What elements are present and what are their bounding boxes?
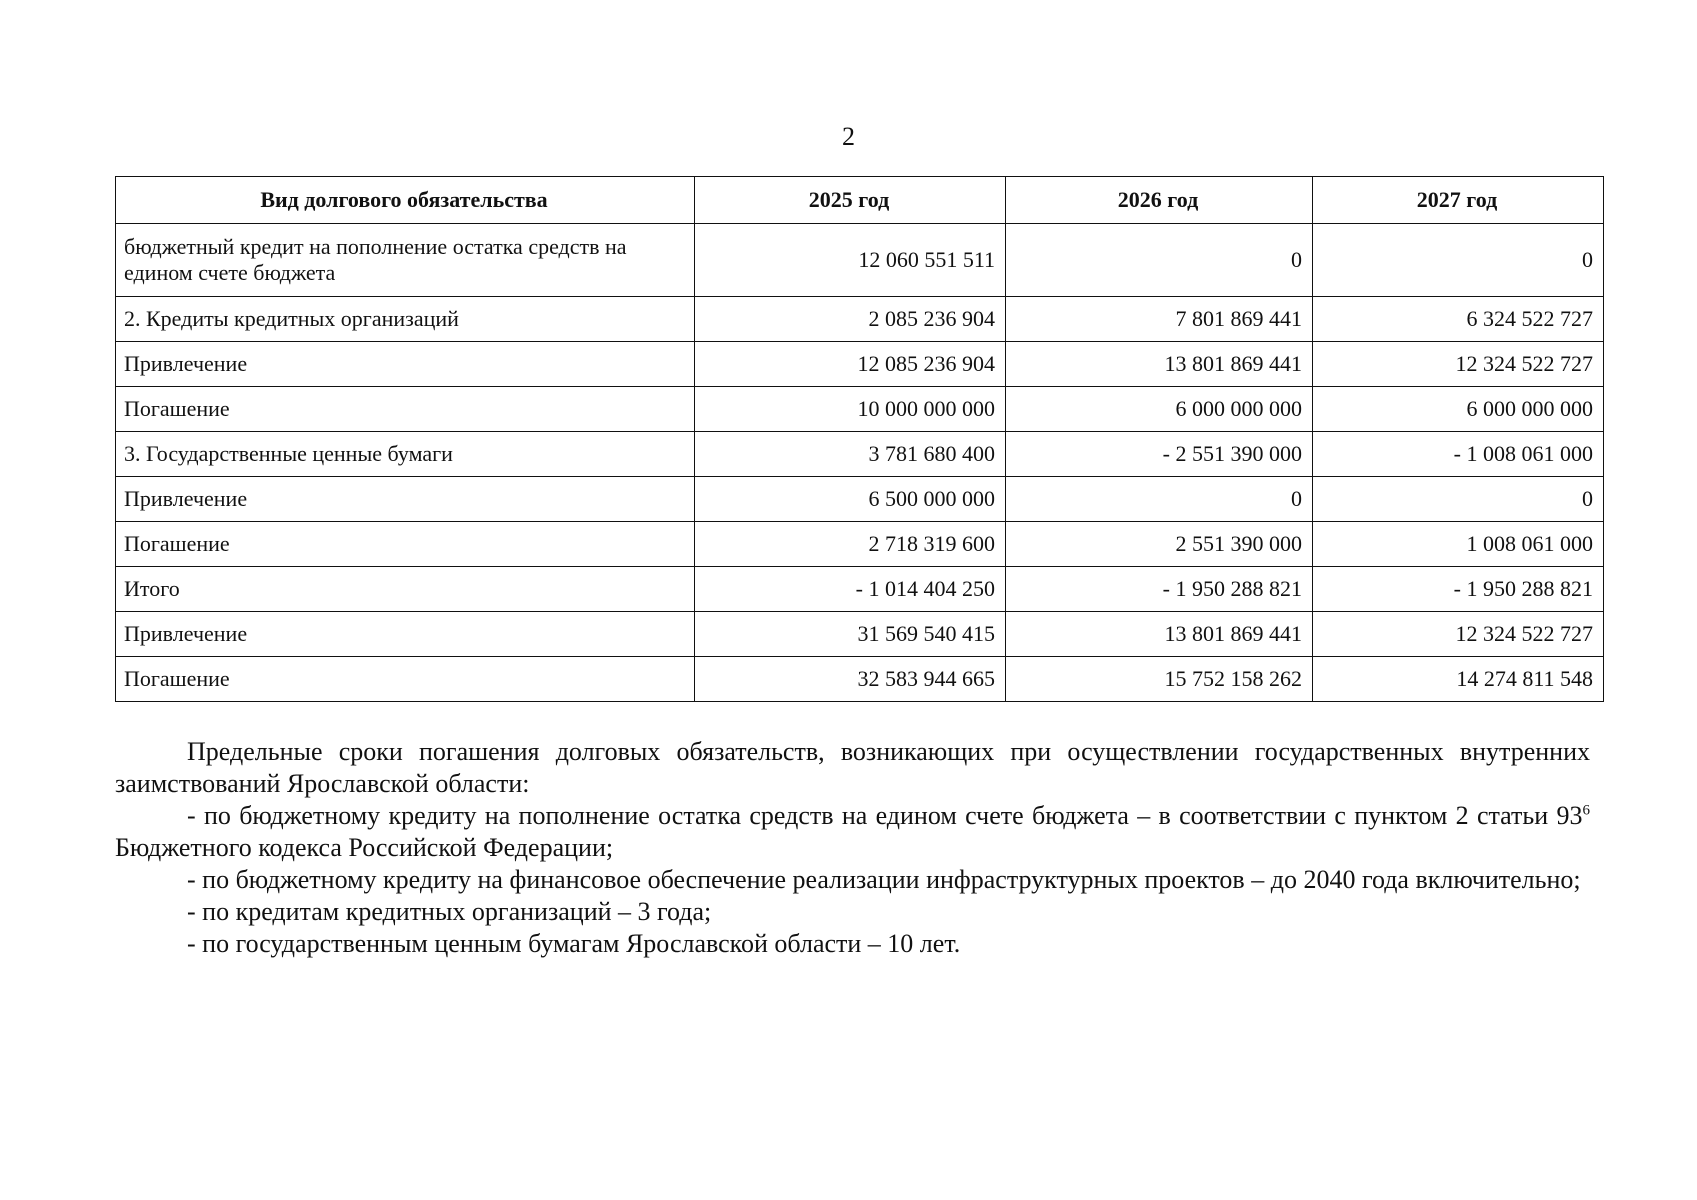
term-item-infrastructure-credit: - по бюджетному кредиту на финансовое обеспечение реализации инфраструктурных проектов – до 2040 года включительно; <box>187 865 1581 894</box>
cell-2025: 31 569 540 415 <box>695 612 1006 657</box>
row-label: 2. Кредиты кредитных организаций <box>116 297 695 342</box>
header-2027: 2027 год <box>1313 177 1604 224</box>
cell-2026: 0 <box>1006 224 1313 297</box>
cell-2027: - 1 950 288 821 <box>1313 567 1604 612</box>
row-label: бюджетный кредит на пополнение остатка средств на едином счете бюджета <box>116 224 695 297</box>
cell-2026: 2 551 390 000 <box>1006 522 1313 567</box>
row-label: Привлечение <box>116 612 695 657</box>
cell-2025: 2 718 319 600 <box>695 522 1006 567</box>
row-label: Привлечение <box>116 342 695 387</box>
debt-table <box>115 176 1604 702</box>
term-item-bank-credits: - по кредитам кредитных организаций – 3 года; <box>187 897 712 926</box>
cell-2026: - 2 551 390 000 <box>1006 432 1313 477</box>
cell-2026: - 1 950 288 821 <box>1006 567 1313 612</box>
table-row <box>116 522 1604 567</box>
table-row <box>116 342 1604 387</box>
cell-2025: - 1 014 404 250 <box>695 567 1006 612</box>
table-header-row <box>116 177 1604 224</box>
term-item-budget-credit-balance <box>115 800 1590 864</box>
table-row <box>116 657 1604 702</box>
cell-2025: 3 781 680 400 <box>695 432 1006 477</box>
cell-2027: 12 324 522 727 <box>1313 612 1604 657</box>
cell-2027: - 1 008 061 000 <box>1313 432 1604 477</box>
row-label: Погашение <box>116 522 695 567</box>
cell-2027: 6 324 522 727 <box>1313 297 1604 342</box>
cell-2025: 2 085 236 904 <box>695 297 1006 342</box>
cell-2027: 12 324 522 727 <box>1313 342 1604 387</box>
cell-2026: 13 801 869 441 <box>1006 342 1313 387</box>
cell-2025: 6 500 000 000 <box>695 477 1006 522</box>
cell-2026: 6 000 000 000 <box>1006 387 1313 432</box>
cell-2027: 0 <box>1313 224 1604 297</box>
header-2025: 2025 год <box>695 177 1006 224</box>
cell-2027: 14 274 811 548 <box>1313 657 1604 702</box>
cell-2026: 13 801 869 441 <box>1006 612 1313 657</box>
row-label: Итого <box>116 567 695 612</box>
intro-paragraph: Предельные сроки погашения долговых обязательств, возникающих при осуществлении государственных внутренних заимствований Ярославской области: <box>115 737 1590 798</box>
cell-2027: 1 008 061 000 <box>1313 522 1604 567</box>
term-item-1-text: - по бюджетному кредиту на пополнение остатка средств на едином счете бюджета – в соответствии с пунктом 2 статьи 93 <box>187 801 1583 830</box>
row-label: 3. Государственные ценные бумаги <box>116 432 695 477</box>
repayment-terms-text <box>115 736 1590 960</box>
header-2026: 2026 год <box>1006 177 1313 224</box>
cell-2025: 12 060 551 511 <box>695 224 1006 297</box>
table-row <box>116 224 1604 297</box>
table-row <box>116 432 1604 477</box>
table-row <box>116 297 1604 342</box>
header-debt-type: Вид долгового обязательства <box>116 177 695 224</box>
cell-2025: 12 085 236 904 <box>695 342 1006 387</box>
cell-2027: 6 000 000 000 <box>1313 387 1604 432</box>
row-label: Погашение <box>116 387 695 432</box>
cell-2026: 15 752 158 262 <box>1006 657 1313 702</box>
cell-2027: 0 <box>1313 477 1604 522</box>
page-number: 2 <box>842 122 855 151</box>
table-row <box>116 612 1604 657</box>
row-label: Погашение <box>116 657 695 702</box>
term-item-1-tail: Бюджетного кодекса Российской Федерации; <box>115 833 614 862</box>
table-row <box>116 477 1604 522</box>
cell-2025: 10 000 000 000 <box>695 387 1006 432</box>
row-label: Привлечение <box>116 477 695 522</box>
table-row <box>116 387 1604 432</box>
term-item-securities: - по государственным ценным бумагам Ярославской области – 10 лет. <box>187 929 961 958</box>
superscript: 6 <box>1582 802 1590 819</box>
cell-2025: 32 583 944 665 <box>695 657 1006 702</box>
table-row <box>116 567 1604 612</box>
cell-2026: 0 <box>1006 477 1313 522</box>
cell-2026: 7 801 869 441 <box>1006 297 1313 342</box>
